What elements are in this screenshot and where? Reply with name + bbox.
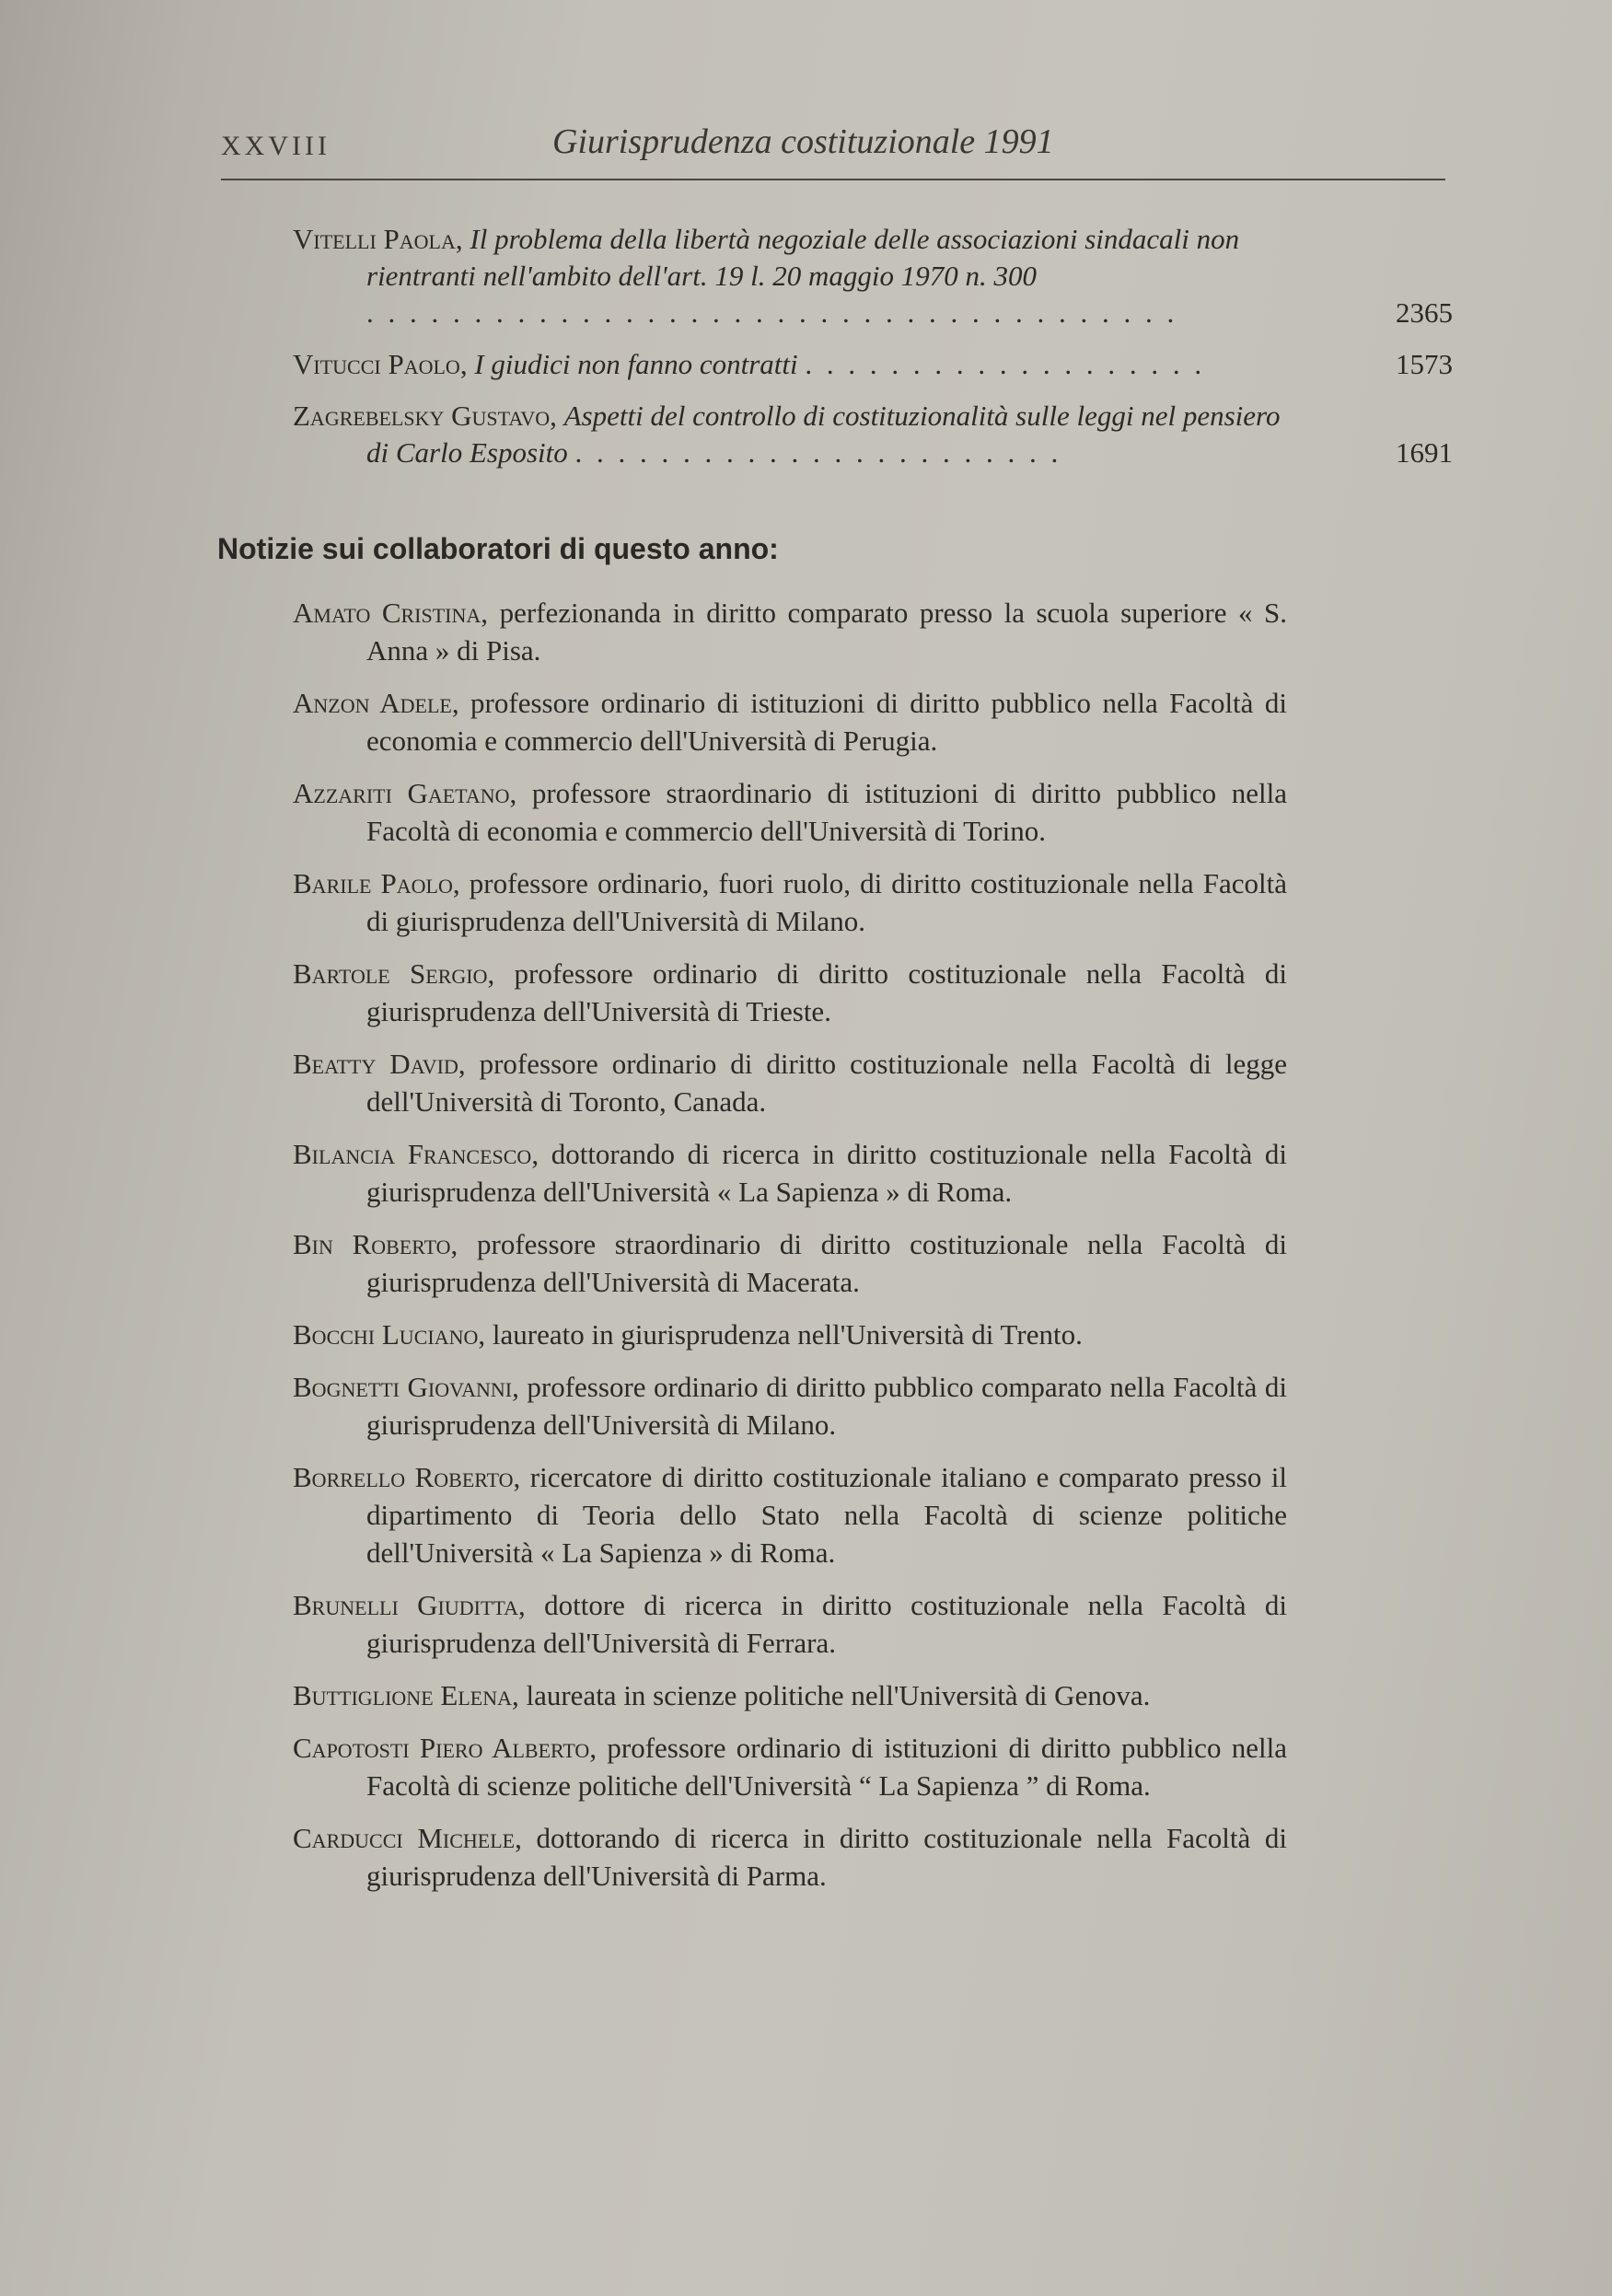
index-author: Vitelli Paola xyxy=(293,223,456,255)
contributor-entry: Brunelli Giuditta, dottore di ricerca in diritto costituzionale nella Facoltà di giurisprudenza dell'Università di Ferrara. xyxy=(293,1589,1288,1659)
leader-dots: . . . . . . . . . . . . . . . . . . . . . . . xyxy=(574,436,1062,469)
contributor-name: Borrello Roberto xyxy=(293,1461,514,1493)
index-author: Vitucci Paolo xyxy=(293,348,460,380)
contributor-name: Anzon Adele xyxy=(293,687,452,719)
index-list xyxy=(293,221,1453,486)
contributor-description: perfezionanda in diritto comparato presso la scuola superiore « S. Anna » di Pisa. xyxy=(366,597,1288,667)
leader-dots: . . . . . . . . . . . . . . . . . . . . . . . . . . . . . . . . . . . . . . xyxy=(366,296,1178,329)
contributor-entry: Capotosti Piero Alberto, professore ordinario di istituzioni di diritto pubblico nella Facoltà di scienze politiche dell'Università “ La Sapienza ” di Roma. xyxy=(293,1732,1287,1802)
contributor-entry: Bartole Sergio, professore ordinario di diritto costituzionale nella Facoltà di giurisprudenza dell'Università di Trieste. xyxy=(293,957,1287,1027)
contributor-description: professore ordinario, fuori ruolo, di diritto costituzionale nella Facoltà di giurisprudenza dell'Università di Milano. xyxy=(366,867,1288,937)
index-page: 1573 xyxy=(1396,348,1453,380)
contributors-list xyxy=(293,594,1287,1909)
contributor-description: laureata in scienze politiche nell'Università di Genova. xyxy=(526,1679,1151,1711)
contributor-description: dottorando di ricerca in diritto costituzionale nella Facoltà di giurisprudenza dell'Università di Parma. xyxy=(366,1822,1287,1892)
contributor-description: professore straordinario di diritto costituzionale nella Facoltà di giurisprudenza dell'Università di Macerata. xyxy=(366,1228,1287,1298)
contributor-name: Azzariti Gaetano xyxy=(293,777,510,809)
contributor-description: ricercatore di diritto costituzionale italiano e comparato presso il dipartimento di Teoria dello Stato nella Facoltà di scienze politiche dell'Università « La Sapienza » di Roma. xyxy=(366,1461,1288,1569)
contributor-name: Bognetti Giovanni xyxy=(293,1371,513,1403)
contributor-entry: Buttiglione Elena, laureata in scienze politiche nell'Università di Genova. xyxy=(293,1679,1151,1711)
contributor-name: Bilancia Francesco xyxy=(293,1138,532,1170)
page-header xyxy=(221,122,1445,180)
index-page: 1691 xyxy=(1396,436,1453,469)
contributor-entry: Borrello Roberto, ricercatore di diritto costituzionale italiano e comparato presso il dipartimento di Teoria dello Stato nella Facoltà di scienze politiche dell'Università « La Sapienza » di Roma. xyxy=(293,1461,1288,1569)
contributor-name: Buttiglione Elena xyxy=(293,1679,512,1711)
index-entry: Zagrebelsky Gustavo, Aspetti del controllo di costituzionalità sulle leggi nel pensiero di Carlo Esposito . . . . . . . . . . . . . . . . . . . . . . . 1691 xyxy=(293,398,1453,471)
contributor-entry: Azzariti Gaetano, professore straordinario di istituzioni di diritto pubblico nella Facoltà di economia e commercio dell'Università di Torino. xyxy=(293,777,1287,847)
contributor-entry: Amato Cristina, perfezionanda in diritto comparato presso la scuola superiore « S. Anna » di Pisa. xyxy=(293,597,1288,667)
contributor-entry: Beatty David, professore ordinario di diritto costituzionale nella Facoltà di legge dell'Università di Toronto, Canada. xyxy=(293,1048,1287,1118)
index-title: I giudici non fanno contratti xyxy=(474,348,798,380)
contributor-entry: Bilancia Francesco, dottorando di ricerca in diritto costituzionale nella Facoltà di giurisprudenza dell'Università « La Sapienza » di Roma. xyxy=(293,1138,1287,1208)
leader-dots: . . . . . . . . . . . . . . . . . . . xyxy=(805,348,1206,380)
section-title: Notizie sui collaboratori di questo anno: xyxy=(217,532,779,565)
running-title: Giurisprudenza costituzionale 1991 xyxy=(552,122,1054,161)
contributor-name: Beatty David xyxy=(293,1048,458,1080)
contributor-entry: Barile Paolo, professore ordinario, fuori ruolo, di diritto costituzionale nella Facoltà di giurisprudenza dell'Università di Milano. xyxy=(293,867,1288,937)
contributor-name: Brunelli Giuditta xyxy=(293,1589,518,1621)
contributor-name: Carducci Michele xyxy=(293,1822,516,1854)
contributor-name: Bocchi Luciano xyxy=(293,1318,479,1351)
contributor-entry: Anzon Adele, professore ordinario di istituzioni di diritto pubblico nella Facoltà di economia e commercio dell'Università di Perugia. xyxy=(293,687,1287,757)
contributor-description: professore ordinario di diritto costituzionale nella Facoltà di legge dell'Università di Toronto, Canada. xyxy=(366,1048,1287,1118)
contributor-entry: Bin Roberto, professore straordinario di diritto costituzionale nella Facoltà di giurisprudenza dell'Università di Macerata. xyxy=(293,1228,1287,1298)
index-title: Il problema della libertà negoziale delle associazioni sindacali non rientranti nell'ambito dell'art. 19 l. 20 maggio 1970 n. 300 xyxy=(366,223,1240,292)
contributor-description: dottore di ricerca in diritto costituzionale nella Facoltà di giurisprudenza dell'Università di Ferrara. xyxy=(366,1589,1288,1659)
index-title: Aspetti del controllo di costituzionalità sulle leggi nel pensiero di Carlo Esposito xyxy=(366,400,1281,469)
contributor-entry: Bognetti Giovanni, professore ordinario di diritto pubblico comparato nella Facoltà di giurisprudenza dell'Università di Milano. xyxy=(293,1371,1288,1441)
contributor-description: professore ordinario di diritto pubblico comparato nella Facoltà di giurisprudenza dell'Università di Milano. xyxy=(366,1371,1288,1441)
contributor-description: professore straordinario di istituzioni di diritto pubblico nella Facoltà di economia e commercio dell'Università di Torino. xyxy=(366,777,1287,847)
contributor-description: professore ordinario di diritto costituzionale nella Facoltà di giurisprudenza dell'Università di Trieste. xyxy=(366,957,1287,1027)
contributor-description: professore ordinario di istituzioni di diritto pubblico nella Facoltà di scienze politiche dell'Università “ La Sapienza ” di Roma. xyxy=(366,1732,1287,1802)
contributor-name: Bin Roberto xyxy=(293,1228,451,1260)
contributor-name: Capotosti Piero Alberto xyxy=(293,1732,590,1764)
contributor-name: Amato Cristina xyxy=(293,597,481,629)
index-entry: Vitucci Paolo, I giudici non fanno contratti . . . . . . . . . . . . . . . . . . . 1573 xyxy=(293,346,1453,383)
contributor-description: professore ordinario di istituzioni di diritto pubblico nella Facoltà di economia e commercio dell'Università di Perugia. xyxy=(366,687,1287,757)
contributor-name: Bartole Sergio xyxy=(293,957,488,990)
contributor-entry: Bocchi Luciano, laureato in giurisprudenza nell'Università di Trento. xyxy=(293,1318,1083,1351)
header-rule xyxy=(221,179,1445,180)
page-number: XXVIII xyxy=(221,131,331,161)
index-author: Zagrebelsky Gustavo xyxy=(293,400,551,432)
contributor-description: laureato in giurisprudenza nell'Università di Trento. xyxy=(492,1318,1083,1351)
index-entry: Vitelli Paola, Il problema della libertà negoziale delle associazioni sindacali non rientranti nell'ambito dell'art. 19 l. 20 maggio 1970 n. 300 . . . . . . . . . . . . . . . . . . . . . . . . . . . . . . . . . . . . . . 2365 xyxy=(293,221,1453,331)
contributor-entry: Carducci Michele, dottorando di ricerca in diritto costituzionale nella Facoltà di giurisprudenza dell'Università di Parma. xyxy=(293,1822,1287,1892)
contributor-name: Barile Paolo xyxy=(293,867,453,899)
contributor-description: dottorando di ricerca in diritto costituzionale nella Facoltà di giurisprudenza dell'Università « La Sapienza » di Roma. xyxy=(366,1138,1287,1208)
index-page: 2365 xyxy=(1396,296,1453,329)
